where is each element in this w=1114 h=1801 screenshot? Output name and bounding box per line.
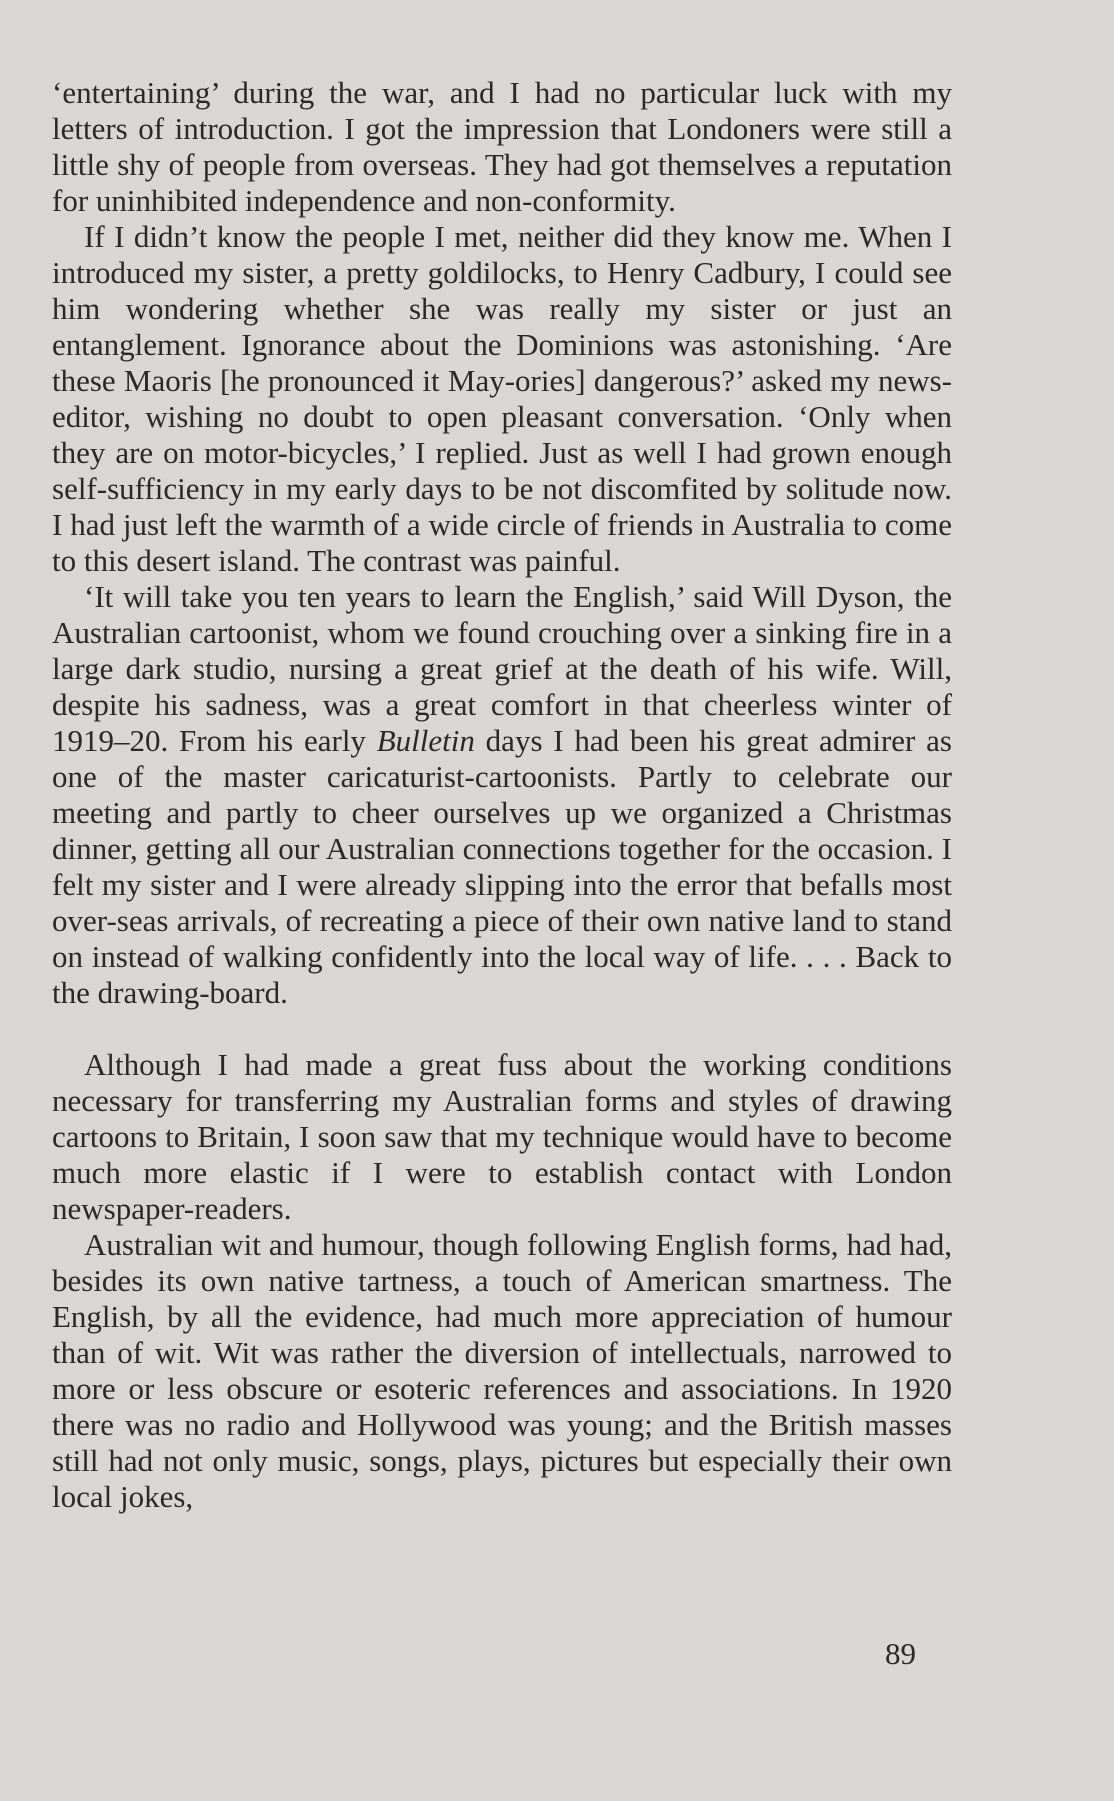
paragraph-3 — [52, 579, 952, 1011]
paragraph-3-text-end: days I had been his great admirer as one of the master caricaturist-cartoonists. Partly to celebrate our meeting and partly to cheer ourselves up we organized a Christmas dinner, getting all our Australian connections together for the occasion. I felt my sister and I were already slipping into the error that befalls most over-seas arrivals, of recreating a piece of their own native land to stand on instead of walking confidently into the local way of life. . . . Back to the drawing-board. — [52, 723, 952, 1010]
section-break — [52, 1011, 952, 1047]
paragraph-5: Australian wit and humour, though following English forms, had had, besides its own native tartness, a touch of American smartness. The English, by all the evidence, had much more appreciation of humour than of wit. Wit was rather the diversion of intellectuals, narrowed to more or less obscure or esoteric references and associations. In 1920 there was no radio and Hollywood was young; and the British masses still had not only music, songs, plays, pictures but especially their own local jokes, — [52, 1227, 952, 1514]
paragraph-4: Although I had made a great fuss about the working conditions necessary for transferring my Australian forms and styles of drawing cartoons to Britain, I soon saw that my technique would have to become much more elastic if I were to establish contact with London newspaper-readers. — [52, 1047, 952, 1226]
bulletin-title: Bulletin — [376, 723, 475, 758]
page-text — [52, 75, 952, 1515]
paragraph-1: ‘entertaining’ during the war, and I had no particular luck with my letters of introduction. I got the impression that Londoners were still a little shy of people from overseas. They had got themselves a reputation for uninhibited independence and non-conformity. — [52, 75, 952, 218]
paragraph-3-text-start: ‘It will take you ten years to learn the English,’ said Will Dyson, the Australian cartoonist, whom we found crouching over a sinking fire in a large dark studio, nursing a great grief at the death of his wife. Will, despite his sadness, was a great comfort in that cheerless winter of 1919–20. From his early — [52, 579, 952, 758]
page-number: 89 — [885, 1636, 916, 1671]
paragraph-2: If I didn’t know the people I met, neither did they know me. When I introduced my sister, a pretty goldilocks, to Henry Cadbury, I could see him wondering whether she was really my sister or just an entanglement. Ignorance about the Dominions was astonishing. ‘Are these Maoris [he pronounced it May-ories] dangerous?’ asked my news-editor, wishing no doubt to open pleasant conversation. ‘Only when they are on motor-bicycles,’ I replied. Just as well I had grown enough self-sufficiency in my early days to be not discomfited by solitude now. I had just left the warmth of a wide circle of friends in Australia to come to this desert island. The contrast was painful. — [52, 219, 952, 578]
